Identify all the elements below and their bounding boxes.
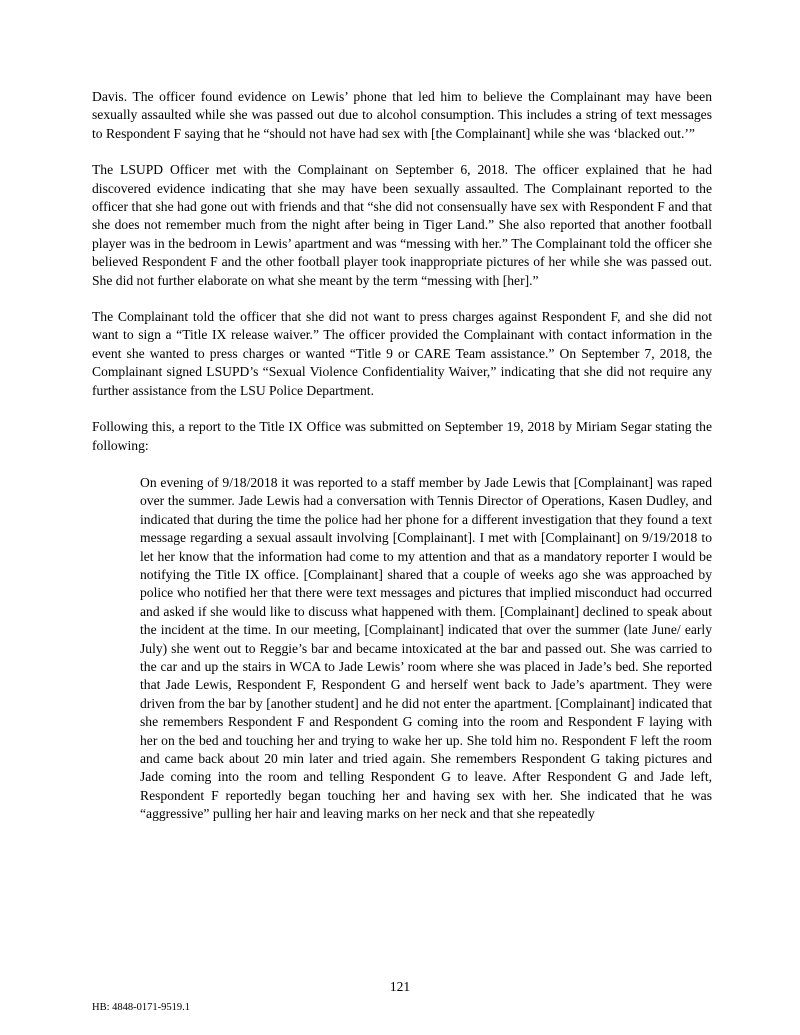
footer-code: HB: 4848-0171-9519.1: [92, 1002, 190, 1013]
paragraph-press-charges-waiver: The Complainant told the officer that she did not want to press charges against Respondent F, and she did not want to sign a “Title IX release waiver.” The officer provided the Complainant with contact information in the event she wanted to press charges or wanted “Title 9 or CARE Team assistance.” On September 7, 2018, the Complainant signed LSUPD’s “Sexual Violence Confidentiality Waiver,” indicating that she did not require any further assistance from the LSU Police Department.: [92, 309, 712, 398]
paragraph-lsupd-officer-meeting: The LSUPD Officer met with the Complainant on September 6, 2018. The officer explained that he had discovered evidence indicating that she may have been sexually assaulted. The Complainant reported to the officer that she had gone out with friends and that “she did not consensually have sex with Respondent F and that she does not remember much from the night after being in Tiger Land.” She also reported that another football player was in the bedroom in Lewis’ apartment and was “messing with her.” The Complainant told the officer she believed Respondent F and the other football player took inappropriate pictures of her while she was passed out. She did not further elaborate on what she meant by the term “messing with [her].”: [92, 162, 712, 288]
page-content: [92, 88, 712, 824]
page-number: 121: [389, 979, 411, 994]
paragraph-title-ix-report-intro: Following this, a report to the Title IX Office was submitted on September 19, 2018 by Miriam Segar stating the following:: [92, 419, 712, 453]
block-quote-segar-report: On evening of 9/18/2018 it was reported to a staff member by Jade Lewis that [Complainant] was raped over the summer. Jade Lewis had a conversation with Tennis Director of Operations, Kasen Dudley, and indicated that during the time the police had her phone for a different investigation that they found a text message regarding a sexual assault involving [Complainant]. I met with [Complainant] on 9/19/2018 to let her know that the information had come to my attention and that as a mandatory reporter I would be notifying the Title IX office. [Complainant] shared that a couple of weeks ago she was approached by police who notified her that there were text messages and pictures that implied misconduct had occurred and asked if she would like to discuss what happened with them. [Complainant] declined to speak about the incident at the time. In our meeting, [Complainant] indicated that over the summer (late June/ early July) she went out to Reggie’s bar and became intoxicated at the bar and passed out. She was carried to the car and up the stairs in WCA to Jade Lewis’ room where she was placed in Jade’s bed. She reported that Jade Lewis, Respondent F, Respondent G and herself went back to Jade’s apartment. They were driven from the bar by [another student] and he did not enter the apartment. [Complainant] indicated that she remembers Respondent F and Respondent G coming into the room and Respondent F laying with her on the bed and touching her and trying to wake her up. She told him no. Respondent F left the room and came back about 20 min later and tried again. She remembers Respondent G taking pictures and Jade coming into the room and telling Respondent G to leave. After Respondent G and Jade left, Respondent F reportedly began touching her and having sex with her. She indicated that he was “aggressive” pulling her hair and leaving marks on her neck and that she repeatedly: [140, 474, 712, 822]
paragraph-davis-officer-evidence: Davis. The officer found evidence on Lewis’ phone that led him to believe the Complainant may have been sexually assaulted while she was passed out due to alcohol consumption. This includes a string of text messages to Respondent F saying that he “should not have had sex with [the Complainant] while she was ‘blacked out.’”: [92, 89, 712, 141]
